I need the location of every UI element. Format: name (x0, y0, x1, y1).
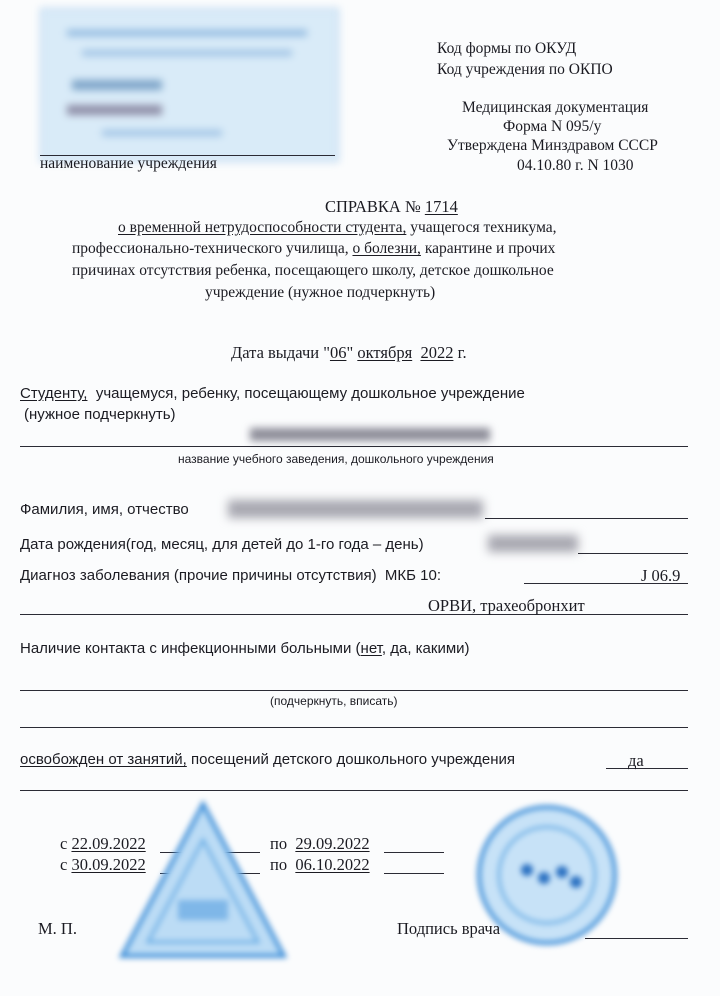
triangle-stamp (118, 800, 288, 960)
release-value: да (628, 751, 644, 770)
med-doc-label: Медицинская документация (462, 99, 649, 116)
certificate-title: СПРАВКА № 1714 (325, 197, 458, 216)
contact-line: Наличие контакта с инфекционными больными (нет, да, какими) (20, 640, 470, 657)
diagnosis-text: ОРВИ, трахеобронхит (428, 596, 585, 615)
period-1-from: с 22.09.2022 (60, 834, 146, 853)
mp-label: М. П. (38, 919, 77, 938)
title-line-4: учреждение (нужное подчеркнуть) (205, 284, 436, 301)
okpo-label: Код учреждения по ОКПО (437, 61, 613, 78)
release-line: освобожден от занятий, посещений детского дошкольного учреждения (20, 751, 516, 768)
title-line-2: профессионально-технического училища, о болезни, карантине и прочих (72, 240, 556, 257)
name-label: Фамилия, имя, отчество (20, 501, 189, 518)
diagnosis-label: Диагноз заболевания (прочие причины отсутствия) МКБ 10: (20, 567, 442, 584)
signature-label: Подпись врача (397, 919, 501, 938)
order-date-label: 04.10.80 г. N 1030 (517, 157, 634, 174)
name-blurred (228, 500, 483, 518)
form-label: Форма N 095/у (503, 118, 602, 135)
certificate-number: 1714 (424, 197, 458, 216)
period-1-to: по 29.09.2022 (270, 834, 370, 853)
institution-stamp (40, 8, 339, 162)
okud-label: Код формы по ОКУД (437, 40, 577, 57)
approved-label: Утверждена Минздравом СССР (447, 137, 658, 154)
contact-caption: (подчеркнуть, вписать) (270, 694, 398, 708)
birth-blurred (488, 535, 578, 552)
issue-day: 06 (329, 343, 347, 362)
institution-caption: наименование учреждения (40, 155, 217, 172)
school-name-blurred (250, 428, 490, 441)
period-2-to: по 06.10.2022 (270, 855, 370, 874)
birth-label: Дата рождения(год, месяц, для детей до 1-го года – день) (20, 536, 424, 553)
recipient-note: (нужное подчеркнуть) (24, 406, 176, 423)
title-line-1: о временной нетрудоспособности студента, учащегося техникума, (118, 219, 557, 236)
contact-no: нет (360, 640, 382, 657)
issue-month: октября (357, 343, 413, 362)
issue-date: Дата выдачи "06" октября 2022 г. (231, 343, 467, 362)
issue-year: 2022 (420, 343, 454, 362)
period-2-from: с 30.09.2022 (60, 855, 146, 874)
recipient-line: Студенту, учащемуся, ребенку, посещающему дошкольное учреждение (20, 385, 525, 402)
school-caption: название учебного заведения, дошкольного учреждения (178, 452, 494, 466)
title-line-3: причинах отсутствия ребенка, посещающего школу, детское дошкольное (72, 262, 554, 279)
mkb-code: J 06.9 (641, 566, 681, 585)
